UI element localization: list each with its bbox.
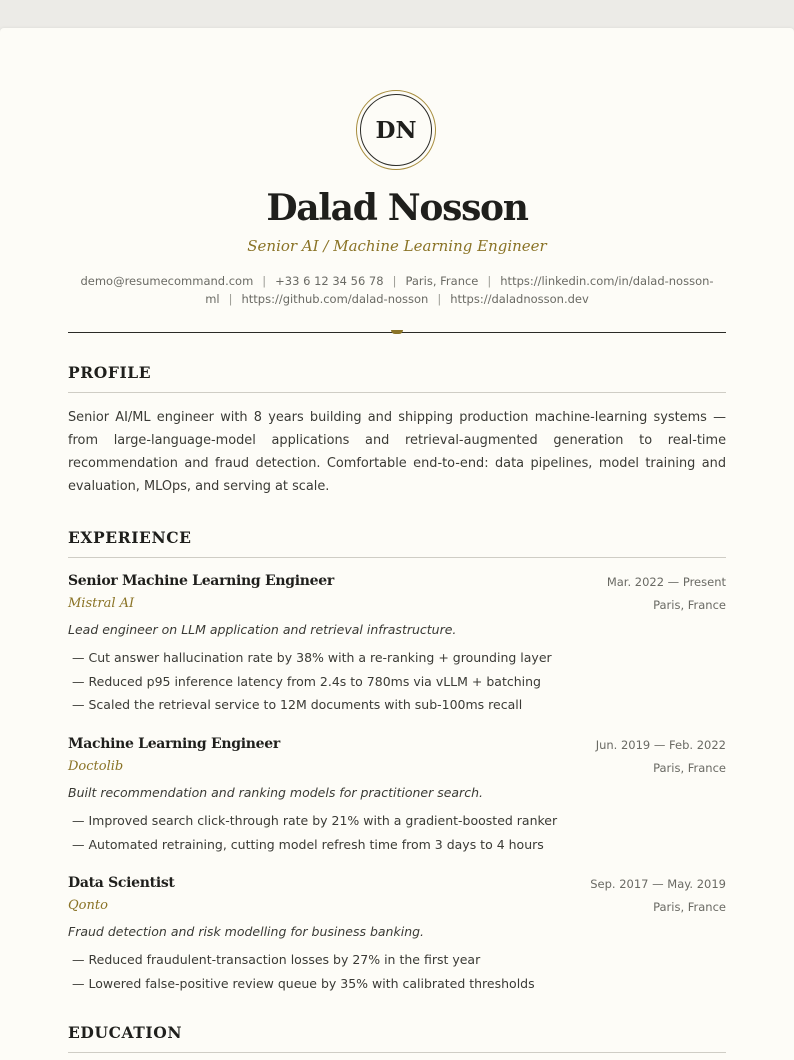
contact-separator: | xyxy=(228,292,233,306)
section-divider xyxy=(68,1052,726,1053)
list-item: — Improved search click-through rate by 21% with a gradient-boosted ranker xyxy=(72,813,558,828)
bullet-text: Cut answer hallucination rate by 38% with a re-ranking + grounding layer xyxy=(88,650,552,665)
contact-separator: | xyxy=(262,274,267,288)
contact-separator: | xyxy=(392,274,397,288)
section-title-education: EDUCATION xyxy=(68,1023,183,1042)
contact-separator: | xyxy=(487,274,492,288)
bullet-text: Reduced fraudulent-transaction losses by 27% in the first year xyxy=(88,952,481,967)
list-item: — Lowered false-positive review queue by 35% with calibrated thresholds xyxy=(72,975,535,991)
job-title: Data Scientist xyxy=(68,875,175,891)
monogram-initials: DN xyxy=(360,94,432,166)
section-title-experience: EXPERIENCE xyxy=(68,528,192,547)
job-company: Doctolib xyxy=(68,759,124,774)
job-company: Qonto xyxy=(68,898,108,913)
job-dates: Sep. 2017 — May. 2019 xyxy=(590,877,726,891)
job-dates: Mar. 2022 — Present xyxy=(606,575,726,589)
job-bullets xyxy=(72,646,552,717)
candidate-name: Dalad Nosson xyxy=(266,187,528,229)
list-item: — Scaled the retrieval service to 12M documents with sub-100ms recall xyxy=(72,697,523,712)
bullet-text: Lowered false-positive review queue by 35% with calibrated thresholds xyxy=(88,975,535,991)
list-item: — Reduced fraudulent-transaction losses by 27% in the first year xyxy=(72,952,481,967)
resume-page xyxy=(0,28,794,1060)
job-summary: Lead engineer on LLM application and retrieval infrastructure. xyxy=(68,622,457,637)
job-bullets xyxy=(72,948,535,995)
contact-website[interactable]: https://daladnosson.dev xyxy=(450,292,589,306)
contact-location: Paris, France xyxy=(405,274,479,288)
job-location: Paris, France xyxy=(653,900,726,914)
job-title: Machine Learning Engineer xyxy=(68,736,280,752)
job-location: Paris, France xyxy=(653,598,726,612)
job-bullets xyxy=(72,809,557,856)
bullet-text: Scaled the retrieval service to 12M documents with sub-100ms recall xyxy=(88,697,523,712)
job-location: Paris, France xyxy=(653,761,726,775)
bullet-text: Reduced p95 inference latency from 2.4s to 780ms via vLLM + batching xyxy=(88,673,541,689)
list-item: — Reduced p95 inference latency from 2.4s to 780ms via vLLM + batching xyxy=(72,673,541,689)
job-dates: Jun. 2019 — Feb. 2022 xyxy=(595,738,726,752)
contact-line xyxy=(68,272,726,308)
contact-linkedin[interactable]: https://linkedin.com/in/dalad-nosson-ml xyxy=(205,274,714,306)
section-title-profile: PROFILE xyxy=(68,363,152,382)
bullet-text: Automated retraining, cutting model refresh time from 3 days to 4 hours xyxy=(88,836,544,852)
candidate-role: Senior AI / Machine Learning Engineer xyxy=(247,237,547,255)
job-company: Mistral AI xyxy=(68,596,135,611)
profile-summary: Senior AI/ML engineer with 8 years building and shipping production machine-learning systems — from large-language-model applications and retrieval-augmented generation to real-time recommendation and fraud detection. Comfortable end-to-end: data pipelines, model training and evaluation, MLOps, and serving at scale. xyxy=(68,410,726,494)
section-divider xyxy=(68,557,726,558)
contact-email[interactable]: demo@resumecommand.com xyxy=(80,274,254,288)
section-divider xyxy=(68,392,726,393)
list-item: — Automated retraining, cutting model refresh time from 3 days to 4 hours xyxy=(72,836,544,852)
list-item: — Cut answer hallucination rate by 38% with a re-ranking + grounding layer xyxy=(72,650,552,665)
contact-github[interactable]: https://github.com/dalad-nosson xyxy=(241,292,429,306)
job-summary: Fraud detection and risk modelling for business banking. xyxy=(68,924,425,939)
bullet-text: Improved search click-through rate by 21% with a gradient-boosted ranker xyxy=(88,813,558,828)
job-title: Senior Machine Learning Engineer xyxy=(68,573,334,589)
job-summary: Built recommendation and ranking models for practitioner search. xyxy=(68,785,483,800)
contact-separator: | xyxy=(437,292,442,306)
contact-phone[interactable]: +33 6 12 34 56 78 xyxy=(275,274,384,288)
header-divider-ornament xyxy=(391,330,403,334)
monogram-badge xyxy=(356,90,436,170)
